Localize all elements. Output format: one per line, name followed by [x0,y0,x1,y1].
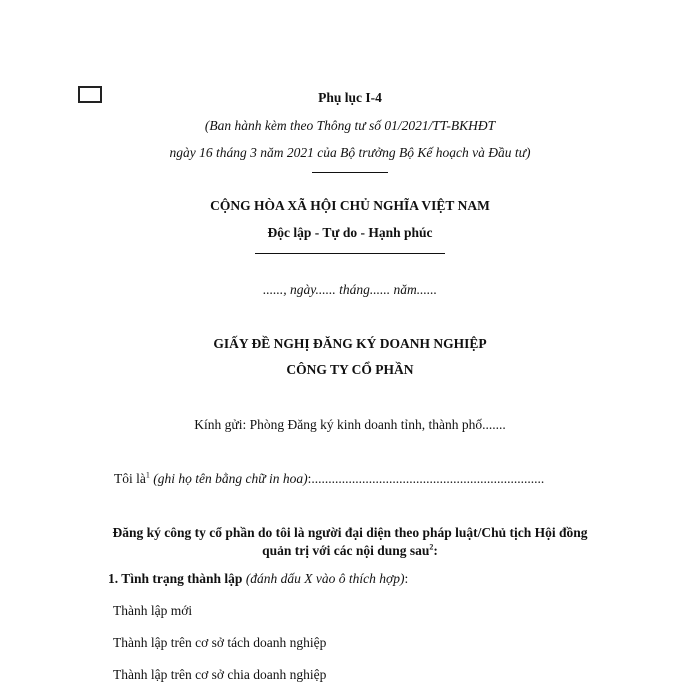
option-split: Thành lập trên cơ sở tách doanh nghiệp [113,635,327,650]
registration-statement-line1: Đăng ký công ty cổ phần do tôi là người đại diện theo pháp luật/Chủ tịch Hội đồng [112,525,588,540]
declarant-prefix: Tôi là [114,471,146,486]
form-subtitle: CÔNG TY CỔ PHẦN [286,362,414,377]
footnote-marker: 2 [429,542,434,552]
header-divider [312,172,388,173]
section1-heading: 1. Tình trạng thành lập [108,571,243,586]
annex-issued-line2: ngày 16 tháng 3 năm 2021 của Bộ trưởng Bộ Kế hoạch và Đầu tư) [169,145,531,160]
declarant-dots: :..................................................................... [307,471,545,486]
registration-statement-colon: : [433,543,438,558]
declarant-line [114,471,544,487]
declarant-instruction: (ghi họ tên bằng chữ in hoa) [153,471,308,486]
footnote-marker: 1 [145,470,150,480]
registration-statement-line2 [0,543,700,559]
registration-statement-text: quản trị với các nội dung sau [262,543,430,558]
motto-divider [255,253,445,254]
date-line: ......, ngày...... tháng...... năm...... [263,282,437,297]
section1-heading-line [108,571,408,587]
section1-instruction: (đánh dấu X vào ô thích hợp) [245,571,405,586]
recipient-line: Kính gửi: Phòng Đăng ký kinh doanh tỉnh, thành phố....... [194,417,506,432]
option-divide: Thành lập trên cơ sở chia doanh nghiệp [113,667,327,682]
annex-title: Phụ lục I-4 [318,90,382,105]
option-new: Thành lập mới [113,603,193,618]
nation-motto: Độc lập - Tự do - Hạnh phúc [267,225,433,240]
annex-issued-line1: (Ban hành kèm theo Thông tư số 01/2021/TT-BKHĐT [204,118,496,133]
form-title: GIẤY ĐỀ NGHỊ ĐĂNG KÝ DOANH NGHIỆP [213,336,487,351]
section1-colon: : [404,571,409,586]
nation-name: CỘNG HÒA XÃ HỘI CHỦ NGHĨA VIỆT NAM [210,198,490,213]
